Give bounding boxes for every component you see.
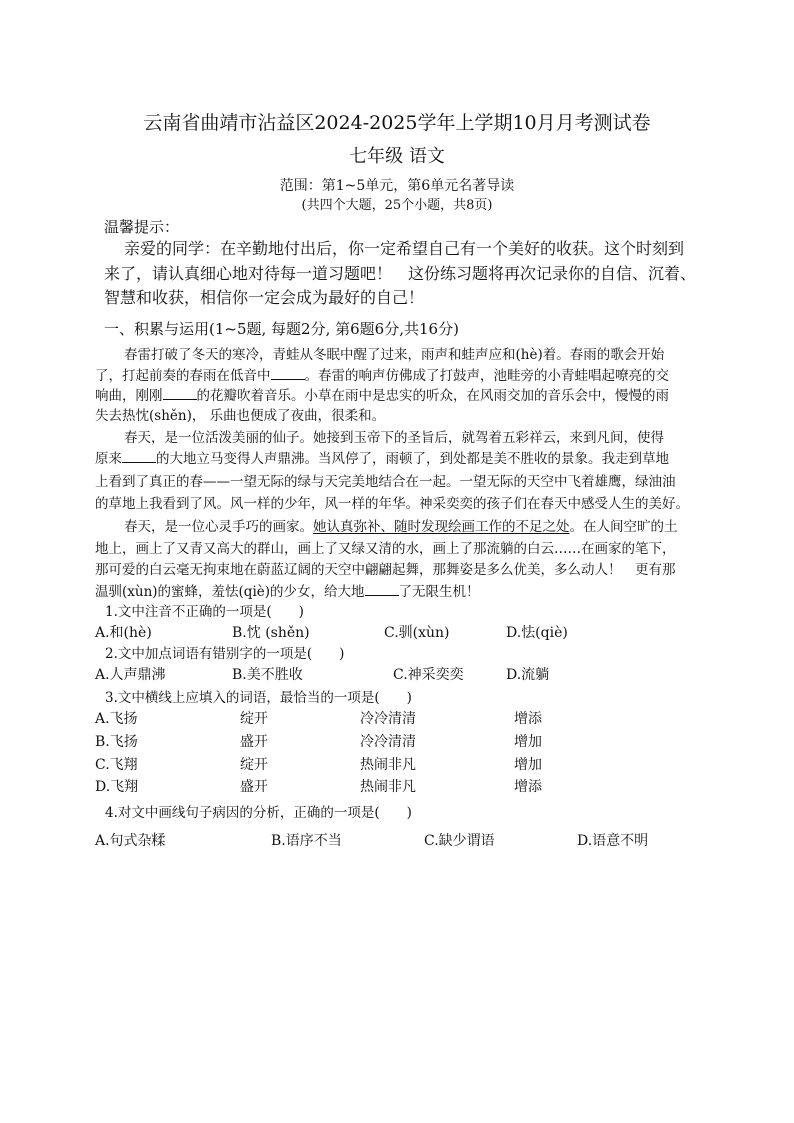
underlined-sentence: 她认真弥补、随时发现绘画工作的不足之处 (313, 519, 570, 535)
q3-option-b-word: 增加 (514, 734, 542, 750)
q1-option-d[interactable]: D.怯(qiè) (506, 625, 568, 641)
question-1-stem: 1.文中注音不正确的一项是( ) (105, 604, 304, 620)
tips-line-3: 智慧和收获，相信你一定会成为最好的自己！ (104, 288, 425, 307)
fill-blank-2[interactable] (163, 387, 197, 400)
passage-line: 原来 的大地立马变得人声鼎沸。当风停了，雨顿了，到处都是美不胜收的景象。我走到草地 (95, 451, 669, 467)
q3-option-c-word: 增加 (514, 757, 542, 773)
fill-blank-3[interactable] (122, 450, 156, 463)
passage-line: 春天，是一位活泼美丽的仙子。她接到玉帝下的圣旨后，就驾着五彩祥云，来到凡间，使得 (124, 430, 664, 446)
q3-option-c-word: 绽开 (240, 757, 268, 773)
q2-option-b[interactable]: B.美不胜收 (232, 667, 303, 683)
q3-option-d[interactable]: D.飞翔 (95, 779, 139, 795)
passage-line: 的草地上我看到了风。风一样的少年，风一样的年华。神采奕奕的孩子们在春天中感受人生的美好。 (95, 496, 689, 512)
question-4-stem: 4.对文中画线句子病因的分析，正确的一项是( ) (105, 805, 412, 821)
tips-line-2: 来了，请认真细心地对待每一道习题吧！ 这份练习题将再次记录你的自信、沉着、 (104, 264, 697, 283)
q4-option-a[interactable]: A.句式杂糅 (95, 833, 166, 849)
q3-option-c-word: 热闹非凡 (360, 757, 416, 773)
q3-option-a-word: 增添 (514, 711, 542, 727)
passage-line: 上看到了真正的春——一望无际的绿与天完美地结合在一起。一望无际的天空中飞着雄鹰，绿油油 (95, 474, 676, 490)
q3-option-c[interactable]: C.飞翔 (95, 757, 138, 773)
q1-option-a[interactable]: A.和(hè) (95, 625, 152, 641)
q3-option-d-word: 增添 (514, 779, 542, 795)
q3-option-d-word: 盛开 (240, 779, 268, 795)
passage-line: 温驯(xùn)的蜜蜂，羞怯(qiè)的少女，给大地 了无限生机！ (95, 584, 480, 600)
section-1-heading: 一、积累与运用(1~5题, 每题2分, 第6题6分,共16分) (104, 320, 459, 338)
exam-title: 云南省曲靖市沾益区2024-2025学年上学期10月月考测试卷 (143, 112, 651, 134)
passage-line: 春天，是一位心灵手巧的画家。她认真弥补、随时发现绘画工作的不足之处。在人间空旷的土 (124, 519, 678, 535)
tips-line-1: 亲爱的同学：在辛勤地付出后，你一定希望自己有一个美好的收获。这个时刻到 (124, 239, 685, 258)
q2-option-a[interactable]: A.人声鼎沸 (95, 667, 166, 683)
passage-line: 了，打起前奏的春雨在低音中 。春雷的响声仿佛成了打鼓声，池畦旁的小青蛙唱起嘹亮的交 (95, 368, 669, 384)
fill-blank-4[interactable] (365, 583, 399, 596)
passage-line: 响曲，刚刚 的花瓣吹着音乐。小草在雨中是忠实的听众，在风雨交加的音乐会中，慢慢的雨 (95, 388, 669, 404)
tips-label: 温馨提示： (104, 218, 180, 236)
passage-line: 春雷打破了冬天的寒冷，青蛙从冬眠中醒了过来，雨声和蛙声应和(hè)着。春雨的歌会开始 (124, 347, 665, 363)
passage-line: 那可爱的白云毫无拘束地在蔚蓝辽阔的天空中翩翩起舞，那舞姿是多么优美，多么动人！ 更有那 (95, 562, 676, 578)
grade-subject: 七年级 语文 (349, 146, 445, 167)
q2-option-c[interactable]: C.神采奕奕 (393, 667, 464, 683)
exam-scope: 范围：第1~5单元，第6单元名著导读 (279, 178, 515, 194)
q3-option-a-word: 绽开 (240, 711, 268, 727)
question-3-stem: 3.文中横线上应填入的词语，最恰当的一项是( ) (105, 690, 412, 706)
q1-option-b[interactable]: B.忱 (shěn) (232, 625, 310, 641)
q2-option-d[interactable]: D.流躺 (506, 667, 550, 683)
q4-option-c[interactable]: C.缺少谓语 (424, 833, 495, 849)
q3-option-b-word: 冷冷清清 (360, 734, 416, 750)
passage-line: 地上，画上了又青又高大的群山，画上了又绿又清的水，画上了那流躺的白云……在画家的笔下， (95, 541, 676, 557)
passage-line: 失去热忱(shěn)， 乐曲也便成了夜曲，很柔和。 (95, 408, 386, 424)
q3-option-b[interactable]: B.飞扬 (95, 734, 138, 750)
exam-structure: (共四个大题，25个小题，共8页) (301, 198, 493, 213)
q4-option-d[interactable]: D.语意不明 (577, 833, 649, 849)
q3-option-a-word: 冷冷清清 (360, 711, 416, 727)
q1-option-c[interactable]: C.驯(xùn) (384, 625, 450, 641)
q3-option-a[interactable]: A.飞扬 (95, 711, 138, 727)
q3-option-d-word: 热闹非凡 (360, 779, 416, 795)
q4-option-b[interactable]: B.语序不当 (271, 833, 342, 849)
question-2-stem: 2.文中加点词语有错别字的一项是( ) (105, 646, 345, 662)
fill-blank-1[interactable] (271, 367, 305, 380)
q3-option-b-word: 盛开 (240, 734, 268, 750)
